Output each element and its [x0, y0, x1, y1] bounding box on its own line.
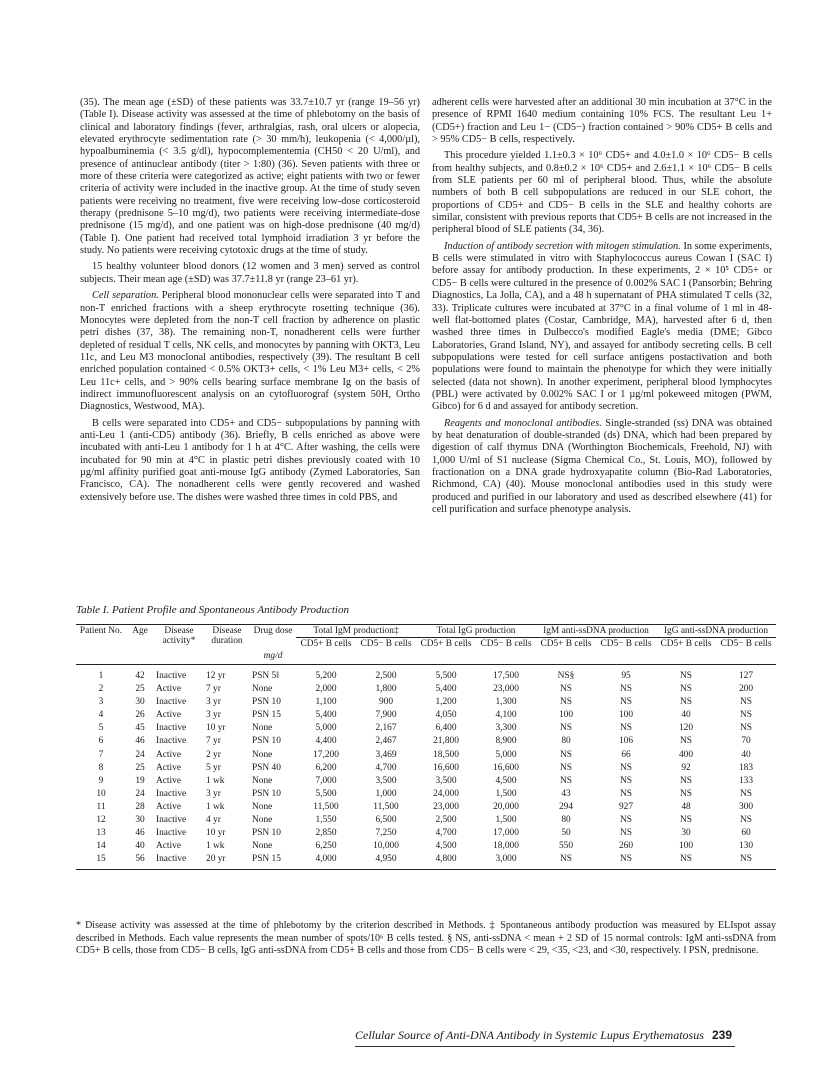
patient-profile-table: [76, 624, 776, 870]
right-paragraph-2: This procedure yielded 1.1±0.3 × 10⁶ CD5+ and 4.0±1.0 × 10⁶ CD5− B cells from healthy subjects, and 0.8±0.2 × 10⁶ CD5+ and 2.6±1.1 × 10⁶ CD5− B cells from SLE patients per 60 ml of peripheral blood. Thus, while the absolute numbers of both B cell subpopulations are reduced in our SLE cohort, the proportions of CD5+ and CD5− B cells in the SLE and healthy cohorts are similar, consistent with previous reports that CD5+ B cells are not increased in the peripheral blood of SLE patients (34, 36).: [432, 150, 772, 236]
table-cell: 7,250: [375, 828, 397, 839]
table-cell: 1,000: [375, 788, 397, 799]
table-row: [76, 853, 776, 870]
table-cell: None: [252, 815, 273, 826]
table-row: [76, 775, 776, 788]
table-cell: NS: [740, 788, 752, 799]
header-igg-anti-cd5neg: CD5− B cells: [720, 639, 772, 649]
table-cell: Inactive: [156, 736, 187, 747]
table-cell: 10,000: [373, 841, 399, 852]
table-cell: 2: [98, 684, 104, 695]
table-cell: 1,200: [435, 697, 457, 708]
table-cell: 56: [135, 854, 145, 865]
header-total-igm: Total IgM production‡: [296, 625, 416, 638]
header-igm-anti-cd5pos: CD5+ B cells: [540, 639, 592, 649]
table-cell: 1,550: [315, 815, 337, 826]
table-cell: 1,300: [495, 697, 517, 708]
table-cell: 2 yr: [206, 749, 221, 760]
table-row: [76, 827, 776, 840]
table-cell: 100: [618, 710, 634, 721]
table-cell: 4: [98, 710, 104, 721]
table-cell: Inactive: [156, 697, 187, 708]
table-cell: 8: [98, 762, 104, 773]
table-cell: 4 yr: [206, 815, 221, 826]
table-cell: NS: [620, 697, 632, 708]
header-igm-cd5pos: CD5+ B cells: [300, 639, 352, 649]
table-cell: 17,500: [493, 671, 519, 681]
table-container: [76, 624, 776, 870]
table-cell: 40: [681, 710, 691, 721]
table-cell: Inactive: [156, 788, 187, 799]
table-cell: 300: [738, 801, 754, 812]
table-cell: Active: [156, 841, 181, 852]
table-cell: NS: [680, 815, 692, 826]
table-cell: PSN 5‖: [252, 671, 279, 681]
table-cell: Active: [156, 749, 181, 760]
table-cell: NS: [740, 854, 752, 865]
table-cell: 20 yr: [206, 854, 226, 865]
table-cell: 294: [558, 801, 574, 812]
table-cell: 12: [96, 815, 106, 826]
table-cell: NS: [560, 854, 572, 865]
table-cell: NS: [560, 697, 572, 708]
right-paragraph-3: [432, 241, 772, 414]
table-cell: Active: [156, 710, 181, 721]
table-cell: 3: [98, 697, 104, 708]
section-heading-induction: Induction of antibody secretion with mitogen stimulation.: [444, 240, 681, 252]
table-cell: None: [252, 775, 273, 786]
table-cell: 10: [96, 788, 106, 799]
table-cell: 3 yr: [206, 788, 221, 799]
table-cell: 48: [681, 801, 691, 812]
table-cell: NS: [560, 775, 572, 786]
table-cell: 130: [738, 841, 754, 852]
table-cell: 3,500: [435, 775, 457, 786]
table-cell: 10 yr: [206, 723, 226, 734]
table-row: [76, 762, 776, 775]
table-cell: 16,600: [493, 762, 519, 773]
table-cell: 5,500: [435, 671, 457, 681]
table-cell: 3,000: [495, 854, 517, 865]
table-cell: None: [252, 749, 273, 760]
table-cell: NS§: [557, 671, 575, 681]
table-cell: NS: [680, 854, 692, 865]
table-body: [76, 665, 776, 870]
table-cell: 25: [135, 684, 145, 695]
table-cell: 30: [135, 815, 145, 826]
table-cell: 1,100: [315, 697, 337, 708]
table-cell: 2,467: [375, 736, 397, 747]
table-cell: 46: [135, 828, 145, 839]
table-cell: 40: [741, 749, 751, 760]
table-cell: 5,000: [495, 749, 517, 760]
table-cell: 550: [558, 841, 574, 852]
table-cell: 7,900: [375, 710, 397, 721]
table-cell: 133: [738, 775, 754, 786]
table-cell: 6: [98, 736, 104, 747]
table-cell: 9: [98, 775, 104, 786]
table-cell: NS: [620, 775, 632, 786]
table-cell: NS: [680, 775, 692, 786]
table-cell: NS: [680, 736, 692, 747]
header-igg-anti-ssdna: IgG anti-ssDNA production: [656, 625, 776, 638]
header-igm-cd5neg: CD5− B cells: [360, 639, 412, 649]
table-cell: PSN 15: [252, 710, 281, 721]
table-cell: 6,500: [375, 815, 397, 826]
table-cell: 5: [98, 723, 104, 734]
table-cell: 30: [135, 697, 145, 708]
table-cell: NS: [620, 815, 632, 826]
header-igg-cd5neg: CD5− B cells: [480, 639, 532, 649]
table-cell: 5,400: [435, 684, 457, 695]
table-cell: 5 yr: [206, 762, 221, 773]
table-cell: 3,469: [375, 749, 397, 760]
table-cell: 100: [678, 841, 694, 852]
table-cell: 4,500: [495, 775, 517, 786]
table-cell: 7 yr: [206, 736, 221, 747]
table-cell: 106: [618, 736, 634, 747]
table-cell: 23,000: [433, 801, 459, 812]
table-cell: 400: [678, 749, 694, 760]
table-cell: 4,400: [315, 736, 337, 747]
table-cell: 28: [135, 801, 145, 812]
left-paragraph-1: (35). The mean age (±SD) of these patients was 33.7±10.7 yr (range 19–56 yr) (Table I). Disease activity was assessed at the time of phlebotomy on the basis of clinical and laboratory findings (fever, arthralgias, rash, oral ulcers or alopecia, elevated erythrocyte sedimentation rate (> 30 mm/h), leukopenia (< 4,000/µl), hypoalbuminemia (< 3.5 g/dl), hypocomplementemia (CH50 < 20 U/ml), and presence of antinuclear antibody (titer > 1:80) (36). Seven patients with three or more of these criteria were categorized as active; eight patients with two or fewer criteria of activity were included in the inactive group. At the time of study seven patients were receiving no treatment, five were receiving low-dose corticosteroid therapy (prednisone 5–10 mg/d), two patients were receiving intermediate-dose prednisone (15 mg/d), and one patient was on high-dose prednisone (40 mg/d) (Table I). One patient had received total lymphoid irradiation 3 yr before the study. No patients were receiving cytotoxic drugs at the time of study.: [80, 97, 420, 257]
table-cell: PSN 10: [252, 788, 281, 799]
table-cell: 6,200: [315, 762, 337, 773]
table-cell: Inactive: [156, 723, 187, 734]
table-cell: 80: [561, 815, 571, 826]
table-cell: 21,800: [433, 736, 459, 747]
table-cell: 100: [558, 710, 574, 721]
table-cell: 183: [738, 762, 754, 773]
table-row: [76, 683, 776, 696]
right-paragraph-1: adherent cells were harvested after an additional 30 min incubation at 37°C in the presence of RPMI 1640 medium containing 10% FCS. The resultant Leu 1+ (CD5+) fraction and Leu 1− (CD5−) fraction contained > 90% CD5+ B cells and > 95% CD5− B cells, respectively.: [432, 97, 772, 146]
table-cell: NS: [680, 697, 692, 708]
table-footnote: * Disease activity was assessed at the time of phlebotomy by the criterion described in Methods. ‡ Spontaneous antibody production was measured by ELIspot assay described in Methods. Each value represents the mean number of spots/10⁶ B cells tested. § NS, anti-ssDNA < mean + 2 SD of 15 normal controls: IgM anti-ssDNA from CD5+ B cells, those from CD5− B cells, IgG anti-ssDNA from CD5+ B cells and those from CD5− B cells were < 29, <35, <23, and <30, respectively. ‖ PSN, prednisone.: [76, 920, 776, 957]
table-cell: 92: [681, 762, 691, 773]
table-cell: 70: [741, 736, 751, 747]
table-cell: 23,000: [493, 684, 519, 695]
running-title: Cellular Source of Anti-DNA Antibody in Systemic Lupus Erythematosus: [355, 1028, 704, 1042]
table-cell: 1 wk: [206, 801, 225, 812]
table-row: [76, 696, 776, 709]
table-cell: 45: [135, 723, 145, 734]
table-cell: 3,300: [495, 723, 517, 734]
table-cell: Inactive: [156, 854, 187, 865]
table-cell: 60: [741, 828, 751, 839]
table-cell: NS: [620, 788, 632, 799]
table-cell: 24: [135, 749, 145, 760]
table-cell: NS: [620, 828, 632, 839]
table-cell: 5,500: [315, 788, 337, 799]
table-cell: 2,000: [315, 684, 337, 695]
table-cell: 46: [135, 736, 145, 747]
table-cell: 5,400: [315, 710, 337, 721]
table-cell: 11: [96, 801, 106, 812]
table-cell: 2,167: [375, 723, 397, 734]
table-cell: 4,500: [435, 841, 457, 852]
table-cell: 4,000: [315, 854, 337, 865]
table-cell: NS: [740, 697, 752, 708]
table-row: [76, 665, 776, 684]
table-cell: 16,600: [433, 762, 459, 773]
table-cell: 3,500: [375, 775, 397, 786]
header-igm-anti-cd5neg: CD5− B cells: [600, 639, 652, 649]
section-heading-reagents: Reagents and monoclonal antibodies.: [444, 417, 602, 429]
table-cell: 7,000: [315, 775, 337, 786]
table-cell: NS: [740, 710, 752, 721]
table-cell: 24: [135, 788, 145, 799]
table-cell: 8,900: [495, 736, 517, 747]
header-igm-anti-ssdna: IgM anti-ssDNA production: [536, 625, 656, 638]
table-cell: 42: [135, 671, 145, 681]
table-cell: 19: [135, 775, 145, 786]
table-cell: NS: [560, 749, 572, 760]
table-cell: Active: [156, 762, 181, 773]
table-cell: 5,200: [315, 671, 337, 681]
table-cell: 4,700: [375, 762, 397, 773]
right-paragraph-4-body: Single-stranded (ss) DNA was obtained by heat denaturation of double-stranded (ds) DNA, which had been prepared by digestion of calf thymus DNA (Worthington Biochemicals, Freehold, NJ) with 1,000 U/ml of S1 nuclease (Sigma Chemical Co., St. Louis, MO), followed by fractionation on a DNA grade hydroxyapatite column (Bio-Rad Laboratories, Richmond, CA) (40). Mouse monoclonal antibodies used in this study were produced and purified in our laboratory and used as described elsewhere (41) for cell purification and surface phenotype analysis.: [432, 417, 772, 515]
table-cell: Active: [156, 684, 181, 695]
header-drug-unit: mg/d: [263, 651, 283, 661]
left-paragraph-2: 15 healthy volunteer blood donors (12 women and 3 men) served as control subjects. Their mean age (±SD) was 37.7±11.8 yr (range 23–61 yr).: [80, 261, 420, 285]
table-cell: 11,500: [313, 801, 339, 812]
table-cell: 11,500: [373, 801, 399, 812]
table-cell: 10 yr: [206, 828, 226, 839]
table-cell: None: [252, 801, 273, 812]
table-cell: 14: [96, 841, 106, 852]
table-row: [76, 722, 776, 735]
table-cell: 20,000: [493, 801, 519, 812]
table-cell: 40: [135, 841, 145, 852]
table-cell: Active: [156, 801, 181, 812]
table-cell: 12 yr: [206, 671, 226, 681]
table-cell: PSN 15: [252, 854, 281, 865]
table-row: [76, 840, 776, 853]
table-row: [76, 709, 776, 722]
left-paragraph-4: B cells were separated into CD5+ and CD5− subpopulations by panning with anti-Leu 1 (anti-CD5) antibody (36). Briefly, B cells enriched as above were incubated with anti-Leu 1 antibody for 1 h at 4°C. After washing, the cells were incubated for 90 min at 4°C in plastic petri dishes previously coated with 10 µg/ml affinity purified goat anti-mouse IgG antibody (Zymed Laboratories, San Francisco, CA). The nonadherent cells were gently recovered and washed extensively before use. The dishes were washed three times in cold PBS, and: [80, 417, 420, 503]
table-cell: 4,700: [435, 828, 457, 839]
table-cell: 260: [618, 841, 634, 852]
table-cell: 1 wk: [206, 841, 225, 852]
header-drug-dose: Drug dose: [253, 626, 293, 636]
right-column: [432, 97, 772, 516]
header-age: Age: [132, 626, 148, 636]
table-cell: PSN 40: [252, 762, 281, 773]
table-cell: NS: [620, 723, 632, 734]
table-cell: 80: [561, 736, 571, 747]
table-cell: NS: [560, 723, 572, 734]
table-cell: 25: [135, 762, 145, 773]
table-cell: 3 yr: [206, 710, 221, 721]
page-number: 239: [712, 1028, 733, 1042]
table-cell: 1,500: [495, 788, 517, 799]
table-cell: Inactive: [156, 671, 187, 681]
table-cell: 120: [678, 723, 694, 734]
table-cell: 18,000: [493, 841, 519, 852]
table-cell: 2,500: [435, 815, 457, 826]
table-cell: None: [252, 841, 273, 852]
header-igg-anti-cd5pos: CD5+ B cells: [660, 639, 712, 649]
table-cell: 6,400: [435, 723, 457, 734]
table-cell: 17,200: [313, 749, 339, 760]
table-cell: 17,000: [493, 828, 519, 839]
table-cell: 50: [561, 828, 571, 839]
right-paragraph-3-body: In some experiments, B cells were stimulated in vitro with Staphylococcus aureus Cowan I (SAC I) before assay for antibody production. In these experiments, 2 × 10⁵ CD5+ or CD5− B cells were cultured in the presence of 0.002% SAC I (Pansorbin; Behring Diagnostics, La Jolla, CA), and a 48 h supernatant of PHA stimulated T cells (32, 33). Triplicate cultures were incubated at 37°C in a final volume of 1 ml in 48-well flat-bottomed plates (Costar, Cambridge, MA), harvested after 6 d, then washed three times in Dulbecco's modified Eagle's media (DME; Gibco Laboratories, Grand Island, NY), and assayed for antibody secreting cells. B cell subpopulations were tested for cell surface antigens postactivation and both populations were found to maintain the phenotype for which they were initially selected (data not shown). In another experiment, peripheral blood lymphocytes (PBL) were activated by 0.002% SAC I or 1 µg/ml pokeweed mitogen (PWM, Gibco) for 6 d and assayed for antibody secretion.: [432, 240, 773, 413]
table-cell: None: [252, 723, 273, 734]
table-cell: 6,250: [315, 841, 337, 852]
table-cell: 66: [621, 749, 631, 760]
table-cell: 43: [561, 788, 571, 799]
table-cell: 1,500: [495, 815, 517, 826]
table-cell: NS: [620, 684, 632, 695]
right-paragraph-4: [432, 418, 772, 517]
table-row: [76, 801, 776, 814]
header-total-igg: Total IgG production: [416, 625, 536, 638]
left-paragraph-3: [80, 290, 420, 413]
table-caption: Table I. Patient Profile and Spontaneous Antibody Production: [76, 604, 349, 616]
table-row: [76, 788, 776, 801]
table-cell: 24,000: [433, 788, 459, 799]
table-cell: NS: [620, 762, 632, 773]
table-cell: NS: [680, 671, 692, 681]
table-cell: PSN 10: [252, 736, 281, 747]
table-cell: 13: [96, 828, 106, 839]
table-cell: Active: [156, 775, 181, 786]
table-cell: NS: [740, 723, 752, 734]
table-cell: PSN 10: [252, 697, 281, 708]
table-cell: 900: [378, 697, 394, 708]
table-cell: 95: [621, 671, 631, 681]
table-cell: 200: [738, 684, 754, 695]
table-cell: 15: [96, 854, 106, 865]
table-cell: 18,500: [433, 749, 459, 760]
table-cell: 127: [738, 671, 754, 681]
table-cell: Inactive: [156, 828, 187, 839]
left-column: [80, 97, 420, 504]
header-igg-cd5pos: CD5+ B cells: [420, 639, 472, 649]
table-cell: PSN 10: [252, 828, 281, 839]
table-row: [76, 814, 776, 827]
header-disease-duration: Disease duration: [211, 626, 243, 646]
table-cell: 3 yr: [206, 697, 221, 708]
table-cell: 5,000: [315, 723, 337, 734]
table-cell: None: [252, 684, 273, 695]
table-cell: NS: [560, 684, 572, 695]
table-cell: 1: [98, 671, 104, 681]
table-cell: NS: [680, 684, 692, 695]
table-cell: 4,800: [435, 854, 457, 865]
table-cell: 2,500: [375, 671, 397, 681]
section-heading-cell-separation: Cell separation.: [92, 290, 159, 302]
table-cell: 1 wk: [206, 775, 225, 786]
footer-rule: [355, 1046, 735, 1047]
table-cell: 4,100: [495, 710, 517, 721]
table-row: [76, 735, 776, 748]
table-cell: 26: [135, 710, 145, 721]
table-cell: 4,950: [375, 854, 397, 865]
header-patient-no: Patient No.: [79, 626, 123, 636]
table-cell: NS: [740, 815, 752, 826]
table-cell: 7 yr: [206, 684, 221, 695]
header-disease-activity: Disease activity*: [162, 626, 196, 646]
table-cell: NS: [680, 788, 692, 799]
table-cell: 2,850: [315, 828, 337, 839]
table-cell: 4,050: [435, 710, 457, 721]
table-cell: NS: [620, 854, 632, 865]
table-cell: 30: [681, 828, 691, 839]
table-cell: NS: [560, 762, 572, 773]
table-cell: Inactive: [156, 815, 187, 826]
table-cell: 927: [618, 801, 634, 812]
table-cell: 1,800: [375, 684, 397, 695]
left-paragraph-3-body: Peripheral blood mononuclear cells were separated into T and non-T enriched fractions with a sheep erythrocyte rosetting technique (36). Monocytes were depleted from the non-T cell fraction by adherence on plastic petri dishes (37, 38). The remaining non-T, nonadherent cells were further depleted of residual T cells, NK cells, and monocytes by panning with OKT3, Leu 11c, and Leu M3 monoclonal antibodies, respectively (39). The resultant B cell enriched population contained < 0.5% OKT3+ cells, < 1% Leu M3+ cells, < 2% Leu 11c+ cells, and > 90% cells bearing surface membrane Ig on the basis of indirect immunofluorescent analysis on an cytofluorograf (system 50H, Ortho Diagnostics, Westwood, MA).: [80, 290, 420, 413]
table-cell: 7: [98, 749, 104, 760]
table-row: [76, 749, 776, 762]
